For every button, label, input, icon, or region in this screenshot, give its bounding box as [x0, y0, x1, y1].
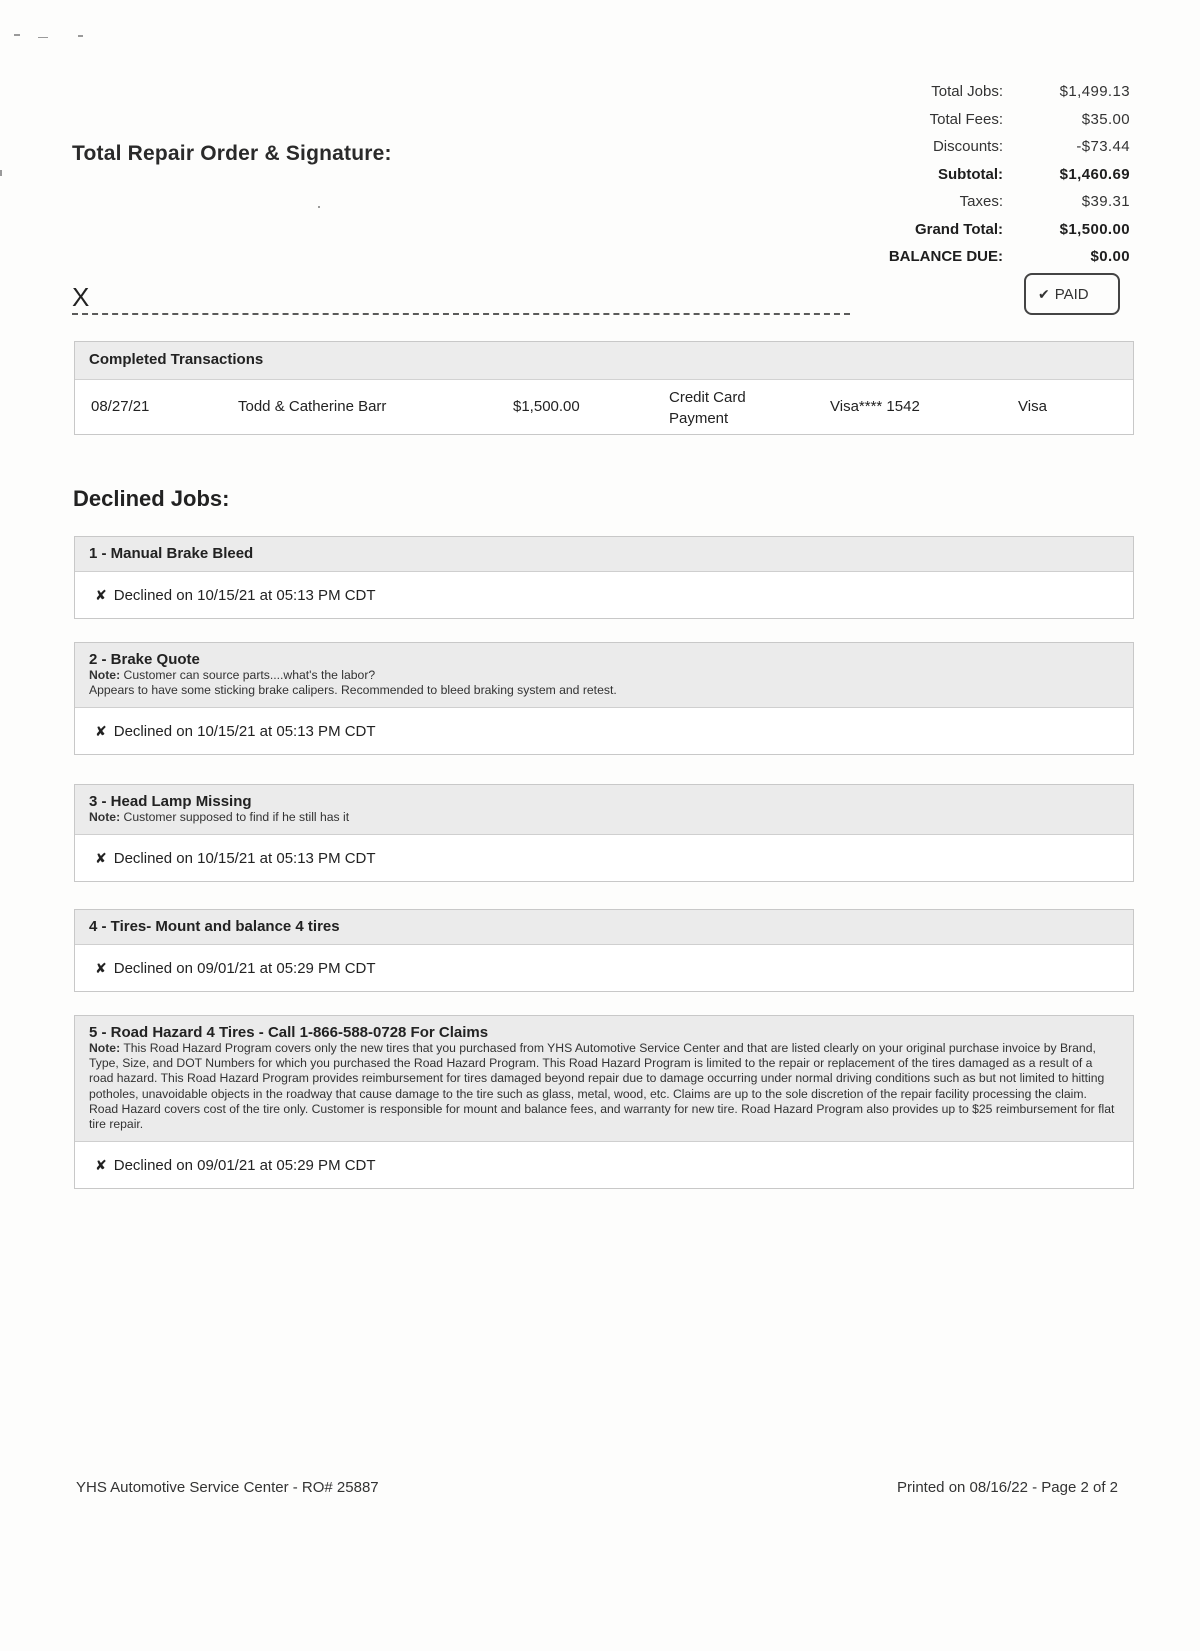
declined-job-card	[74, 784, 1134, 882]
declined-job-date: Declined on 09/01/21 at 05:29 PM CDT	[113, 1156, 376, 1174]
declined-job-status	[75, 835, 1133, 881]
totals-row-taxes	[840, 188, 1130, 216]
transactions-header: Completed Transactions	[75, 342, 1133, 380]
totals-label: Total Jobs:	[931, 83, 1003, 101]
totals-value: $39.31	[1081, 193, 1130, 211]
totals-row-total-jobs	[840, 78, 1130, 106]
totals-value: $0.00	[1090, 248, 1130, 266]
note-label: Note:	[89, 668, 121, 682]
totals-row-grand-total	[840, 216, 1130, 244]
declined-job-status	[75, 572, 1133, 618]
declined-job-note	[89, 1041, 1119, 1132]
note-text: Customer can source parts....what's the labor?	[123, 668, 376, 682]
declined-job-title: 4 - Tires- Mount and balance 4 tires	[89, 918, 340, 935]
totals-value: $1,500.00	[1059, 220, 1130, 238]
declined-x-icon: ✘	[95, 722, 107, 739]
totals-label: Subtotal:	[938, 165, 1003, 183]
declined-x-icon: ✘	[95, 1156, 107, 1173]
totals-row-balance-due	[840, 243, 1130, 271]
totals-label: Grand Total:	[914, 220, 1003, 238]
declined-job-status	[75, 1142, 1133, 1188]
transaction-amount: $1,500.00	[513, 398, 580, 415]
declined-job-card	[74, 909, 1134, 992]
declined-job-date: Declined on 10/15/21 at 05:13 PM CDT	[113, 849, 376, 867]
transaction-date: 08/27/21	[91, 398, 150, 415]
page-title: Total Repair Order & Signature:	[72, 142, 392, 165]
declined-job-title: 1 - Manual Brake Bleed	[89, 545, 254, 562]
scan-speck	[318, 206, 320, 208]
declined-job-status	[75, 945, 1133, 991]
declined-job-card	[74, 536, 1134, 619]
totals-row-discounts	[840, 133, 1130, 161]
declined-job-extra: Appears to have some sticking brake calipers. Recommended to bleed braking system and retest.	[89, 683, 617, 698]
declined-job-header	[75, 1016, 1133, 1142]
declined-job-title: 5 - Road Hazard 4 Tires - Call 1-866-588-0728 For Claims	[89, 1024, 489, 1041]
totals-summary	[840, 78, 1130, 271]
totals-value: $1,499.13	[1059, 83, 1130, 101]
declined-job-header	[75, 643, 1133, 708]
declined-job-card	[74, 1015, 1134, 1189]
declined-x-icon: ✘	[95, 849, 107, 866]
declined-job-title: 2 - Brake Quote	[89, 651, 200, 668]
scan-speck	[38, 37, 48, 38]
note-label: Note:	[89, 1041, 121, 1055]
signature-line	[72, 313, 850, 315]
declined-x-icon: ✘	[95, 586, 107, 603]
scan-speck	[14, 34, 20, 36]
totals-row-subtotal	[840, 161, 1130, 189]
transaction-method-line: Credit Card	[669, 389, 746, 406]
declined-job-title: 3 - Head Lamp Missing	[89, 793, 252, 810]
check-icon: ✔	[1038, 285, 1050, 302]
transaction-customer: Todd & Catherine Barr	[238, 398, 387, 415]
signature-mark: X	[72, 282, 90, 312]
declined-job-header	[75, 785, 1133, 835]
declined-jobs-heading: Declined Jobs:	[73, 486, 230, 511]
totals-value: $1,460.69	[1059, 165, 1130, 183]
declined-job-note	[89, 810, 1119, 825]
note-label: Note:	[89, 810, 121, 824]
transaction-card: Visa**** 1542	[830, 398, 920, 415]
totals-label: BALANCE DUE:	[888, 248, 1003, 266]
declined-job-header	[75, 910, 1133, 945]
paid-status-label: PAID	[1054, 285, 1089, 303]
paid-status-badge	[1024, 273, 1120, 315]
completed-transactions-table	[74, 341, 1134, 435]
totals-value: -$73.44	[1076, 138, 1130, 156]
transaction-method	[669, 387, 746, 429]
table-row	[75, 380, 1133, 434]
declined-job-note	[89, 668, 1119, 683]
scan-speck	[78, 35, 83, 37]
transaction-method-line: Payment	[669, 410, 729, 427]
scan-speck	[0, 170, 2, 176]
declined-x-icon: ✘	[95, 959, 107, 976]
transaction-card-brand: Visa	[1018, 398, 1047, 415]
declined-job-status	[75, 708, 1133, 754]
declined-job-date: Declined on 09/01/21 at 05:29 PM CDT	[113, 959, 376, 977]
note-text: Customer supposed to find if he still has it	[123, 810, 350, 824]
totals-label: Taxes:	[959, 193, 1003, 211]
totals-value: $35.00	[1081, 110, 1130, 128]
declined-job-date: Declined on 10/15/21 at 05:13 PM CDT	[113, 586, 376, 604]
totals-label: Discounts:	[932, 138, 1003, 156]
declined-job-header	[75, 537, 1133, 572]
declined-job-card	[74, 642, 1134, 755]
declined-job-date: Declined on 10/15/21 at 05:13 PM CDT	[113, 722, 376, 740]
footer-printed-page: Printed on 08/16/22 - Page 2 of 2	[897, 1479, 1118, 1496]
note-text: This Road Hazard Program covers only the new tires that you purchased from YHS Automotive Service Center and that are listed clearly on your original purchase invoice by Brand, Type, Size, and DOT Numbers for which you purchased the Road Hazard Program. This Road Hazard Program is limited to the repair or replacement of the tires damaged as a result of a road hazard. This Road Hazard Program provides reimbursement for tires damaged beyond repair due to damage occurring under normal driving conditions such as but not limited to hitting potholes, unavoidable objects in the roadway that cause damage to the tire such as glass, metal, wood, etc. Claims are up to the sole discretion of the repair facility processing the claim. Road Hazard covers cost of the tire only. Customer is responsible for mount and balance fees, and warranty for new tire. Road Hazard Program also provides up to $25 reimbursement for flat tire repair.	[89, 1041, 1115, 1132]
totals-label: Total Fees:	[929, 110, 1003, 128]
footer-shop-ro: YHS Automotive Service Center - RO# 25887	[76, 1479, 379, 1496]
totals-row-total-fees	[840, 106, 1130, 134]
